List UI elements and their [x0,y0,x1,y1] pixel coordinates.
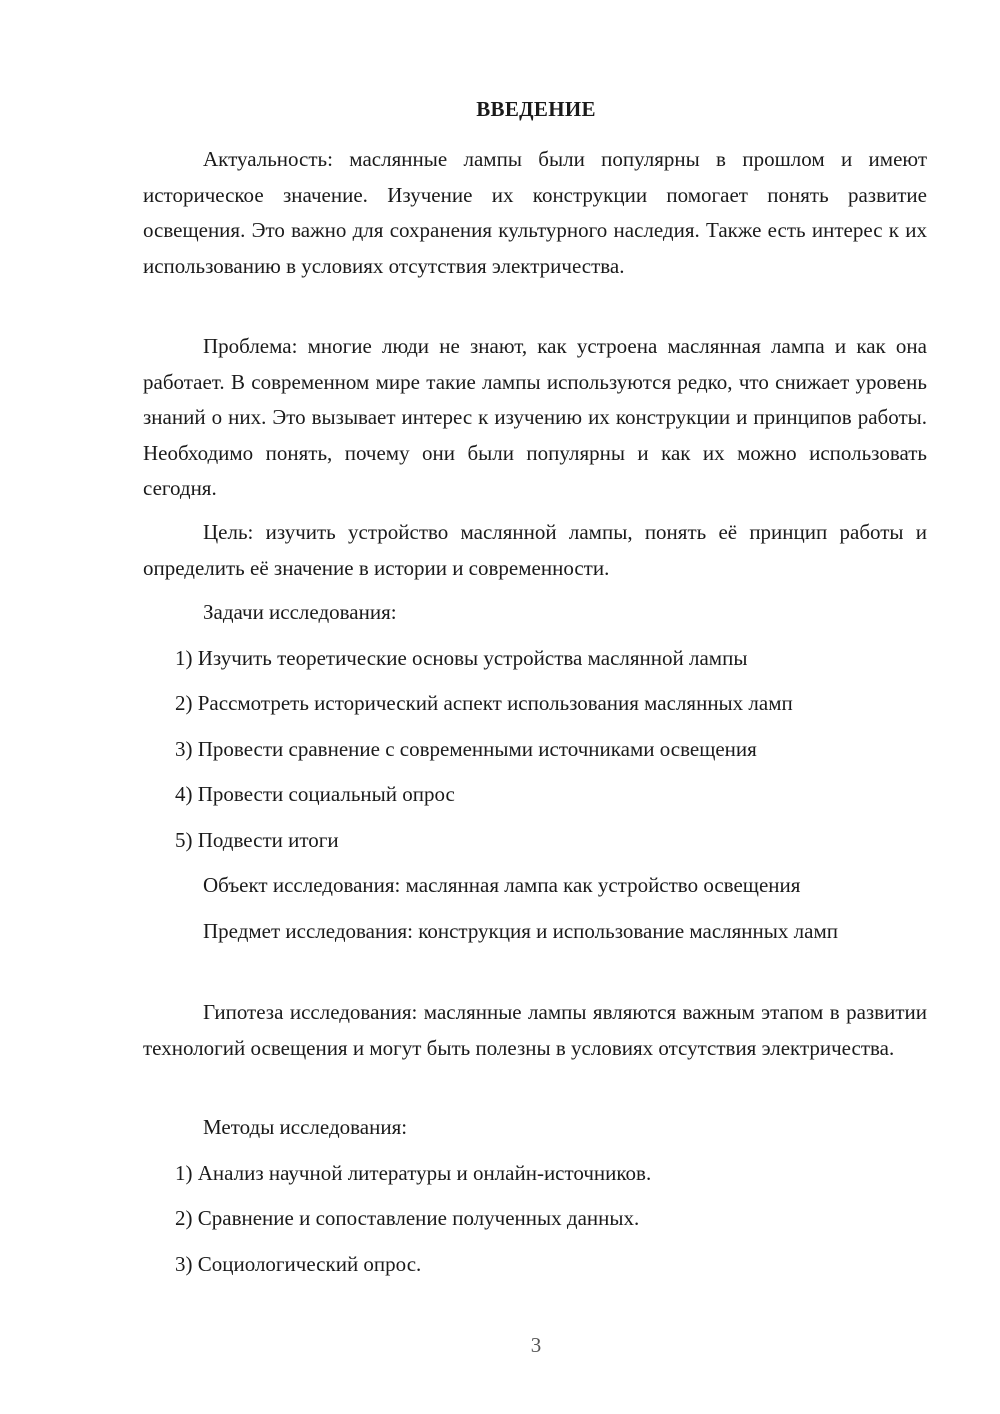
page-heading: ВВЕДЕНИЕ [476,97,596,121]
goal-paragraph: Цель: изучить устройство маслянной лампы, понять её принцип работы и определить её значение в истории и современности. [143,520,927,580]
list-item: 4) Провести социальный опрос [175,782,455,806]
list-item: 5) Подвести итоги [175,828,339,852]
tasks-title: Задачи исследования: [203,600,397,624]
problem-paragraph: Проблема: многие люди не знают, как устроена маслянная лампа и как она работает. В современном мире такие лампы используются редко, что снижает уровень знаний о них. Это вызывает интерес к изучению их конструкции и принципов работы. Необходимо понять, почему они были популярны и как их можно использовать сегодня. [143,334,927,500]
methods-title: Методы исследования: [203,1115,408,1139]
page-number: 3 [530,1333,542,1357]
list-item: 1) Изучить теоретические основы устройства маслянной лампы [175,646,748,670]
relevance-paragraph: Актуальность: маслянные лампы были популярны в прошлом и имеют историческое значение. Изучение их конструкции помогает понять развитие освещения. Это важно для сохранения культурного наследия. Также есть интерес к их использованию в условиях отсутствия электричества. [143,147,927,278]
list-item: 2) Рассмотреть исторический аспект использования маслянных ламп [175,691,793,715]
list-item: 2) Сравнение и сопоставление полученных данных. [175,1206,640,1230]
hypothesis-paragraph: Гипотеза исследования: маслянные лампы являются важным этапом в развитии технологий освещения и могут быть полезны в условиях отсутствия электричества. [143,1000,927,1060]
object-paragraph: Объект исследования: маслянная лампа как устройство освещения [203,873,801,897]
list-item: 3) Провести сравнение с современными источниками освещения [175,737,757,761]
list-item: 1) Анализ научной литературы и онлайн-источников. [175,1161,652,1185]
subject-paragraph: Предмет исследования: конструкция и использование маслянных ламп [203,919,838,943]
list-item: 3) Социологический опрос. [175,1252,422,1276]
